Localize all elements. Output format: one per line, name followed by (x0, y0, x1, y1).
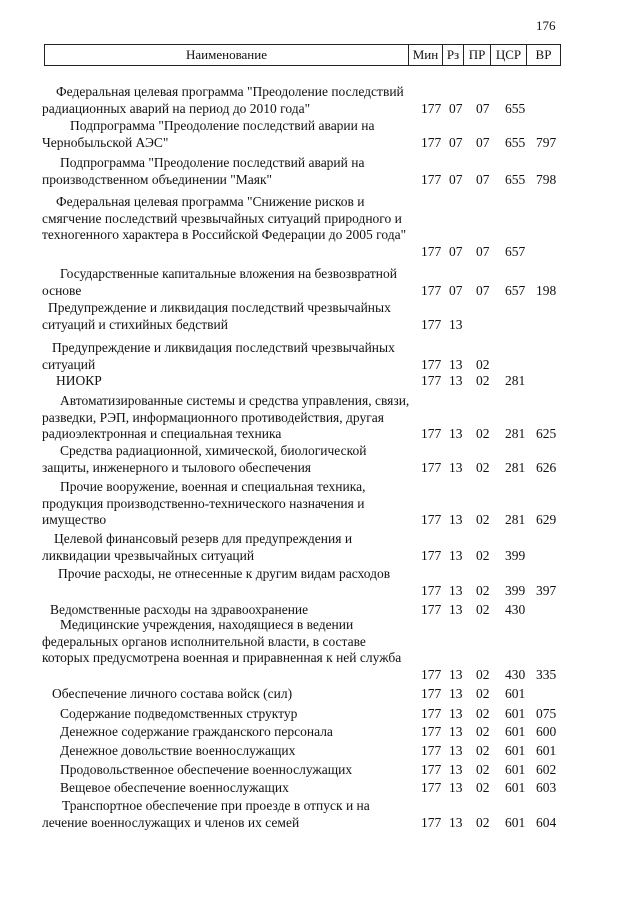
row-pr-code: 07 (476, 243, 490, 259)
row-pr-code: 02 (476, 686, 490, 701)
row-name: Подпрограмма "Преодоление последствий аварий на производственном объединении "Маяк" (42, 155, 365, 187)
row-rz-code: 07 (449, 282, 463, 298)
table-row (0, 762, 640, 779)
header-vr: ВР (527, 45, 561, 66)
row-pr-code: 02 (476, 512, 490, 527)
table-row (0, 617, 640, 683)
row-vr-code: 603 (536, 780, 557, 795)
row-csr-code: 281 (505, 512, 526, 527)
page-number: 176 (536, 18, 556, 33)
table-row (0, 194, 640, 260)
row-rz-code: 13 (449, 426, 463, 441)
row-rz-code: 13 (449, 686, 463, 701)
table-row (0, 479, 640, 529)
table-row (0, 443, 640, 476)
row-name: Средства радиационной, химической, биологической защиты, инженерного и тылового обеспечения (42, 443, 367, 475)
row-csr-code: 430 (505, 602, 526, 617)
row-pr-code: 02 (476, 724, 490, 739)
row-vr-code: 625 (536, 426, 557, 441)
row-rz-code: 13 (449, 316, 463, 332)
row-min-code: 177 (421, 706, 442, 721)
table-row (0, 393, 640, 443)
row-min-code: 177 (421, 459, 442, 475)
row-rz-code: 07 (449, 100, 463, 116)
row-min-code: 177 (421, 602, 442, 617)
row-name: Автоматизированные системы и средства управления, связи, разведки, РЭП, информационного противодействия, другая радиоэлектронная и специальная техника (42, 393, 410, 441)
table-row (0, 300, 640, 333)
row-min-code: 177 (421, 243, 442, 259)
row-min-code: 177 (421, 282, 442, 298)
row-pr-code: 07 (476, 134, 490, 150)
row-pr-code: 07 (476, 100, 490, 116)
row-pr-code: 02 (476, 814, 490, 830)
row-name: Государственные капитальные вложения на безвозвратной основе (42, 266, 397, 298)
table-row (0, 531, 640, 564)
row-vr-code: 397 (536, 582, 557, 598)
row-min-code: 177 (421, 666, 442, 682)
row-min-code: 177 (421, 171, 442, 187)
row-name: Медицинские учреждения, находящиеся в ведении федеральных органов исполнительной власти, в составе которых предусмотрена военная и приравненная к ней служба (42, 617, 402, 665)
row-pr-code: 02 (476, 762, 490, 777)
header-name: Наименование (45, 45, 409, 66)
table-row (0, 566, 640, 599)
row-csr-code: 657 (505, 243, 526, 259)
row-pr-code: 02 (476, 602, 490, 617)
row-rz-code: 13 (449, 547, 463, 563)
table-row (0, 340, 640, 373)
row-vr-code: 604 (536, 814, 557, 830)
table-row (0, 780, 640, 797)
table-row (0, 724, 640, 741)
row-name: Содержание подведомственных структур (60, 706, 298, 721)
row-min-code: 177 (421, 547, 442, 563)
row-csr-code: 601 (505, 814, 526, 830)
row-min-code: 177 (421, 686, 442, 701)
table-row (0, 686, 640, 703)
table-row (0, 743, 640, 760)
row-name: Денежное довольствие военнослужащих (60, 743, 296, 758)
row-name: Вещевое обеспечение военнослужащих (60, 780, 289, 795)
row-name: Подпрограмма "Преодоление последствий аварии на Чернобыльской АЭС" (42, 118, 375, 150)
table-row (0, 155, 640, 188)
row-min-code: 177 (421, 814, 442, 830)
row-name: Прочие вооружение, военная и специальная техника, продукция производственно-технического назначения и имущество (42, 479, 366, 527)
row-rz-code: 07 (449, 171, 463, 187)
row-vr-code: 600 (536, 724, 557, 739)
row-csr-code: 601 (505, 762, 526, 777)
row-min-code: 177 (421, 512, 442, 527)
row-name: Предупреждение и ликвидация последствий чрезвычайных ситуаций и стихийных бедствий (42, 300, 391, 332)
table-row (0, 706, 640, 723)
row-rz-code: 13 (449, 356, 463, 372)
row-pr-code: 02 (476, 582, 490, 598)
row-vr-code: 198 (536, 282, 557, 298)
header-pr: ПР (464, 45, 491, 66)
row-vr-code: 601 (536, 743, 557, 758)
row-min-code: 177 (421, 373, 442, 388)
row-name: Федеральная целевая программа "Снижение рисков и смягчение последствий чрезвычайных ситуаций природного и техногенного характера в Российской Федерации до 2005 года" (42, 194, 407, 242)
row-pr-code: 07 (476, 282, 490, 298)
row-min-code: 177 (421, 356, 442, 372)
row-pr-code: 02 (476, 373, 490, 388)
row-vr-code: 335 (536, 666, 557, 682)
header-min: Мин (409, 45, 443, 66)
row-csr-code: 399 (505, 547, 526, 563)
row-csr-code: 655 (505, 100, 526, 116)
row-rz-code: 07 (449, 243, 463, 259)
row-rz-code: 13 (449, 743, 463, 758)
row-name: Транспортное обеспечение при проезде в отпуск и на лечение военнослужащих и членов их семей (42, 798, 370, 830)
row-pr-code: 02 (476, 780, 490, 795)
table-row (0, 266, 640, 299)
row-rz-code: 13 (449, 512, 463, 527)
row-rz-code: 13 (449, 602, 463, 617)
row-csr-code: 399 (505, 582, 526, 598)
table-row (0, 118, 640, 151)
row-csr-code: 281 (505, 373, 526, 388)
table-row (0, 84, 640, 117)
row-csr-code: 601 (505, 724, 526, 739)
row-pr-code: 02 (476, 426, 490, 441)
row-min-code: 177 (421, 316, 442, 332)
row-rz-code: 13 (449, 762, 463, 777)
row-rz-code: 13 (449, 459, 463, 475)
row-name: НИОКР (56, 373, 102, 388)
row-rz-code: 13 (449, 780, 463, 795)
row-pr-code: 02 (476, 356, 490, 372)
row-vr-code: 798 (536, 171, 557, 187)
row-csr-code: 601 (505, 686, 526, 701)
row-pr-code: 07 (476, 171, 490, 187)
row-rz-code: 13 (449, 814, 463, 830)
row-rz-code: 13 (449, 373, 463, 388)
row-min-code: 177 (421, 100, 442, 116)
row-min-code: 177 (421, 780, 442, 795)
row-csr-code: 281 (505, 459, 526, 475)
row-min-code: 177 (421, 762, 442, 777)
row-rz-code: 13 (449, 666, 463, 682)
row-csr-code: 657 (505, 282, 526, 298)
table-row (0, 798, 640, 831)
row-min-code: 177 (421, 426, 442, 441)
row-csr-code: 655 (505, 134, 526, 150)
row-pr-code: 02 (476, 666, 490, 682)
row-csr-code: 655 (505, 171, 526, 187)
row-name: Денежное содержание гражданского персонала (60, 724, 333, 739)
row-csr-code: 430 (505, 666, 526, 682)
row-vr-code: 629 (536, 512, 557, 527)
row-name: Ведомственные расходы на здравоохранение (50, 602, 309, 617)
row-min-code: 177 (421, 724, 442, 739)
row-pr-code: 02 (476, 706, 490, 721)
row-rz-code: 13 (449, 724, 463, 739)
row-vr-code: 626 (536, 459, 557, 475)
row-csr-code: 601 (505, 706, 526, 721)
header-csr: ЦСР (491, 45, 527, 66)
row-vr-code: 602 (536, 762, 557, 777)
row-rz-code: 07 (449, 134, 463, 150)
row-pr-code: 02 (476, 459, 490, 475)
row-rz-code: 13 (449, 706, 463, 721)
row-name: Прочие расходы, не отнесенные к другим видам расходов (58, 566, 391, 581)
row-name: Целевой финансовый резерв для предупреждения и ликвидации чрезвычайных ситуаций (42, 531, 353, 563)
row-vr-code: 075 (536, 706, 557, 721)
row-name: Обеспечение личного состава войск (сил) (52, 686, 293, 701)
row-csr-code: 601 (505, 743, 526, 758)
table-row (0, 373, 640, 390)
row-name: Предупреждение и ликвидация последствий чрезвычайных ситуаций (42, 340, 395, 372)
row-name: Продовольственное обеспечение военнослужащих (60, 762, 353, 777)
row-min-code: 177 (421, 743, 442, 758)
row-min-code: 177 (421, 134, 442, 150)
row-rz-code: 13 (449, 582, 463, 598)
row-pr-code: 02 (476, 743, 490, 758)
header-rz: Рз (443, 45, 464, 66)
row-csr-code: 281 (505, 426, 526, 441)
row-csr-code: 601 (505, 780, 526, 795)
row-pr-code: 02 (476, 547, 490, 563)
row-vr-code: 797 (536, 134, 557, 150)
row-min-code: 177 (421, 582, 442, 598)
row-name: Федеральная целевая программа "Преодоление последствий радиационных аварий на период до 2010 года" (42, 84, 404, 116)
